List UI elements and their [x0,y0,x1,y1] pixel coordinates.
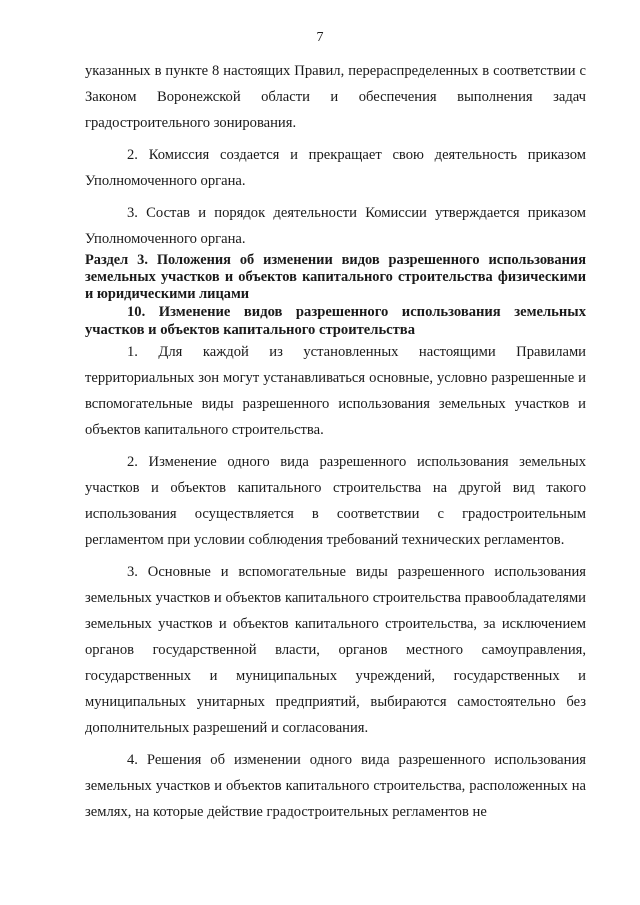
document-body [85,58,586,825]
article-heading: 10. Изменение видов разрешенного использования земельных участков и объектов капитального строительства [85,304,586,338]
paragraph-article-4: 4. Решения об изменении одного вида разрешенного использования земельных участков и объектов капитального строительства, расположенных на землях, на которые действие градостроительных регламентов не [85,752,586,820]
paragraph-article-1: 1. Для каждой из установленных настоящими Правилами территориальных зон могут устанавливаться основные, условно разрешенные и вспомогательные виды разрешенного использования земельных участков и объектов капитального строительства. [85,344,586,438]
paragraph-article-2: 2. Изменение одного вида разрешенного использования земельных участков и объектов капитального строительства на другой вид такого использования осуществляется в соответствии с градостроительным регламентом при условии соблюдения требований технических регламентов. [85,454,586,548]
section-heading: Раздел 3. Положения об изменении видов разрешенного использования земельных участков и объектов капитального строительства физическими и юридическими лицами [85,252,586,302]
paragraph-article-3: 3. Основные и вспомогательные виды разрешенного использования земельных участков и объектов капитального строительства правообладателями земельных участков и объектов капитального строительства, за исключением органов государственной власти, органов местного самоуправления, государственных и муниципальных учреждений, государственных и муниципальных унитарных предприятий, выбираются самостоятельно без дополнительных разрешений и согласования. [85,564,586,736]
page-number: 7 [316,30,324,45]
paragraph-continued: указанных в пункте 8 настоящих Правил, перераспределенных в соответствии с Законом Воронежской области и обеспечения выполнения задач градостроительного зонирования. [85,63,586,131]
paragraph-commission-created: 2. Комиссия создается и прекращает свою деятельность приказом Уполномоченного органа. [85,147,586,189]
paragraph-commission-composition: 3. Состав и порядок деятельности Комиссии утверждается приказом Уполномоченного органа. [85,205,586,247]
